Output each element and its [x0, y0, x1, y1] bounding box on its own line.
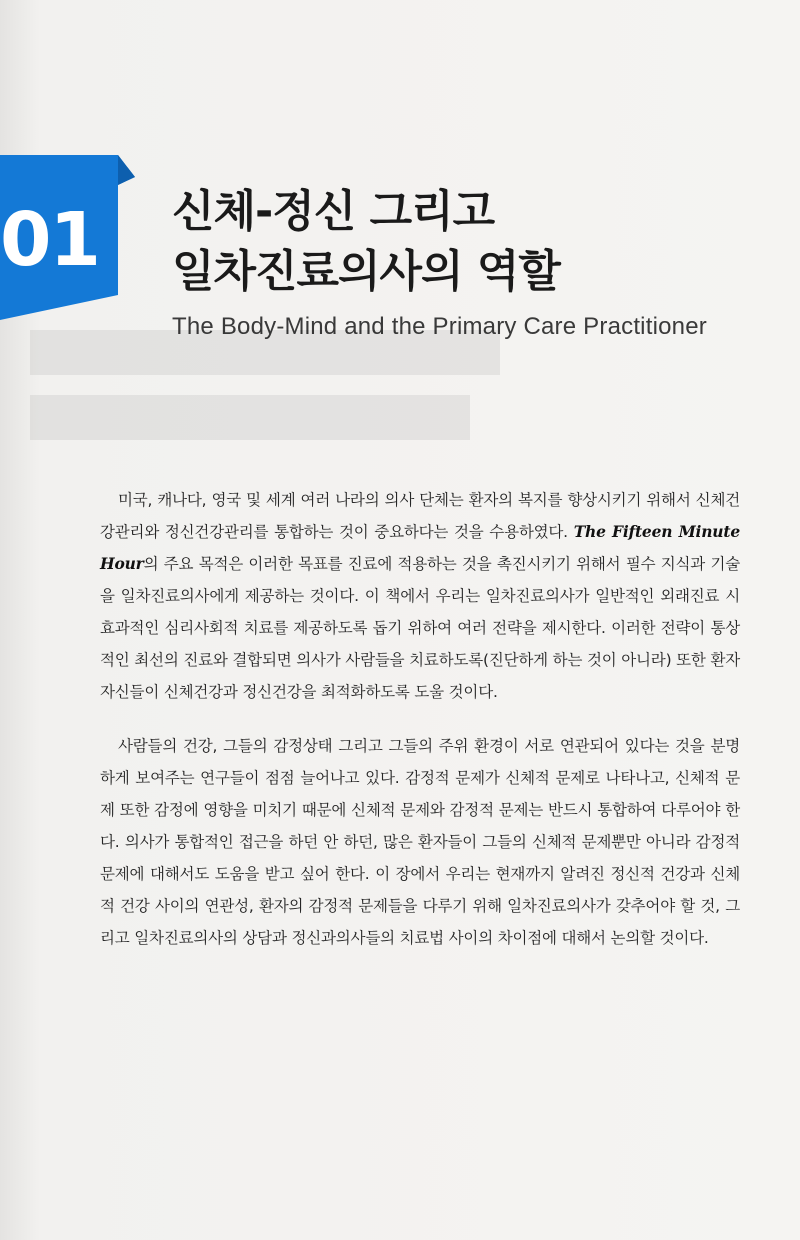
paragraph-1-text-after: 의 주요 목적은 이러한 목표를 진료에 적용하는 것을 촉진시키기 위해서 필수 지식과 기술을 일차진료의사에게 제공하는 것이다. 이 책에서 우리는 일차진료의사가 일반적인 외래진료 시 효과적인 심리사회적 치료를 제공하도록 돕기 위하여 여러 전략을 제시한다. 이러한 전략이 통상적인 최선의 진료와 결합되면 의사가 사람들을 치료하도록(진단하게 하는 것이 아니라) 또한 환자 자신들이 신체건강과 정신건강을 최적화하도록 도울 것이다. [100, 555, 740, 701]
chapter-title-line-1: 신체-정신 그리고 [172, 186, 495, 237]
chapter-subtitle: The Body-Mind and the Primary Care Practitioner [172, 313, 707, 340]
paragraph-1 [100, 484, 740, 708]
body-text [100, 484, 740, 976]
paragraph-1-text-before: 미국, 캐나다, 영국 및 세계 여러 나라의 의사 단체는 환자의 복지를 향상시키기 위해서 신체건강관리와 정신건강관리를 통합하는 것이 중요하다는 것을 수용하였다. [100, 491, 740, 541]
chapter-number: 01 [0, 197, 99, 283]
paragraph-2: 사람들의 건강, 그들의 감정상태 그리고 그들의 주위 환경이 서로 연관되어 있다는 것을 분명하게 보여주는 연구들이 점점 늘어나고 있다. 감정적 문제가 신체적 문제로 나타나고, 신체적 문제 또한 감정에 영향을 미치기 때문에 신체적 문제와 감정적 문제는 반드시 통합하여 다루어야 한다. 의사가 통합적인 접근을 하던 안 하던, 많은 환자들이 그들의 신체적 문제뿐만 아니라 감정적 문제에 대해서도 도움을 받고 싶어 한다. 이 장에서 우리는 현재까지 알려진 정신적 건강과 신체적 건강 사이의 연관성, 환자의 감정적 문제들을 다루기 위해 일차진료의사가 갖추어야 할 것, 그리고 일차진료의사의 상담과 정신과의사들의 치료법 사이의 차이점에 대해서 논의할 것이다. [100, 737, 740, 947]
book-title: The Fifteen Minute Hour [100, 522, 740, 573]
chapter-title-line-2: 일차진료의사의 역할 [172, 246, 560, 297]
chapter-title [172, 182, 560, 302]
